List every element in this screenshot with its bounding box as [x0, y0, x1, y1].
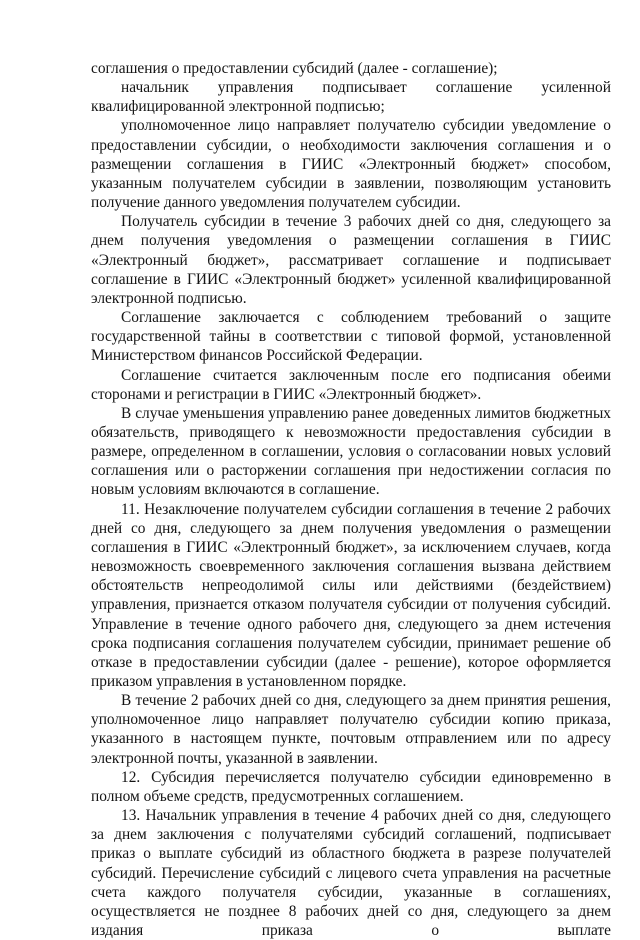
paragraph: соглашения о предоставлении субсидий (далее - соглашение); [91, 60, 498, 77]
document-body [91, 59, 611, 940]
paragraph: начальник управления подписывает соглашение усиленной квалифицированной электронной подписью; [91, 79, 611, 116]
paragraph: уполномоченное лицо направляет получателю субсидии уведомление о предоставлении субсидии, о необходимости заключения соглашения и о размещении соглашения в ГИИС «Электронный бюджет» способом, указанным получателем субсидии в заявлении, позволяющим установить получение данного уведомления получателем субсидии. [91, 117, 611, 212]
paragraph-item-11: 11. Незаключение получателем субсидии соглашения в течение 2 рабочих дней со дня, следующего за днем получения уведомления о размещении соглашения в ГИИС «Электронный бюджет», за исключением случаев, когда невозможность своевременного заключения соглашения вызвана действием обстоятельств непреодолимой силы или действиями (бездействием) управления, признается отказом получателя субсидии от получения субсидий. Управление в течение одного рабочего дня, следующего за днем истечения срока подписания соглашения получателем субсидии, принимает решение об отказе в предоставлении субсидии (далее - решение), которое оформляется приказом управления в установленном порядке. [91, 500, 611, 690]
paragraph-item-13: 13. Начальник управления в течение 4 рабочих дней со дня, следующего за днем заключения с получателями субсидий соглашений, подписывает приказ о выплате субсидий из областного бюджета в разрезе получателей субсидий. Перечисление субсидий с лицевого счета управления на расчетные счета каждого получателя субсидии, указанные в соглашениях, осуществляется не позднее 8 рабочих дней со дня, следующего за днем издания приказа о выплате [91, 807, 611, 940]
paragraph: Соглашение заключается с соблюдением требований о защите государственной тайны в соответствии с типовой формой, установленной Министерством финансов Российской Федерации. [91, 309, 611, 365]
paragraph-item-12: 12. Субсидия перечисляется получателю субсидии единовременно в полном объеме средств, предусмотренных соглашением. [91, 768, 611, 805]
paragraph: В течение 2 рабочих дней со дня, следующего за днем принятия решения, уполномоченное лицо направляет получателю субсидии копию приказа, указанного в настоящем пункте, почтовым отправлением или по адресу электронной почты, указанной в заявлении. [91, 692, 611, 767]
paragraph: Соглашение считается заключенным после его подписания обеими сторонами и регистрации в ГИИС «Электронный бюджет». [91, 366, 611, 403]
paragraph: В случае уменьшения управлению ранее доведенных лимитов бюджетных обязательств, приводящего к невозможности предоставления субсидии в размере, определенном в соглашении, условия о согласовании новых условий соглашения или о расторжении соглашения при недостижении согласия по новым условиям включаются в соглашение. [91, 404, 611, 499]
paragraph: Получатель субсидии в течение 3 рабочих дней со дня, следующего за днем получения уведомления о размещении соглашения в ГИИС «Электронный бюджет», рассматривает соглашение и подписывает соглашение в ГИИС «Электронный бюджет» усиленной квалифицированной электронной подписью. [91, 213, 611, 307]
